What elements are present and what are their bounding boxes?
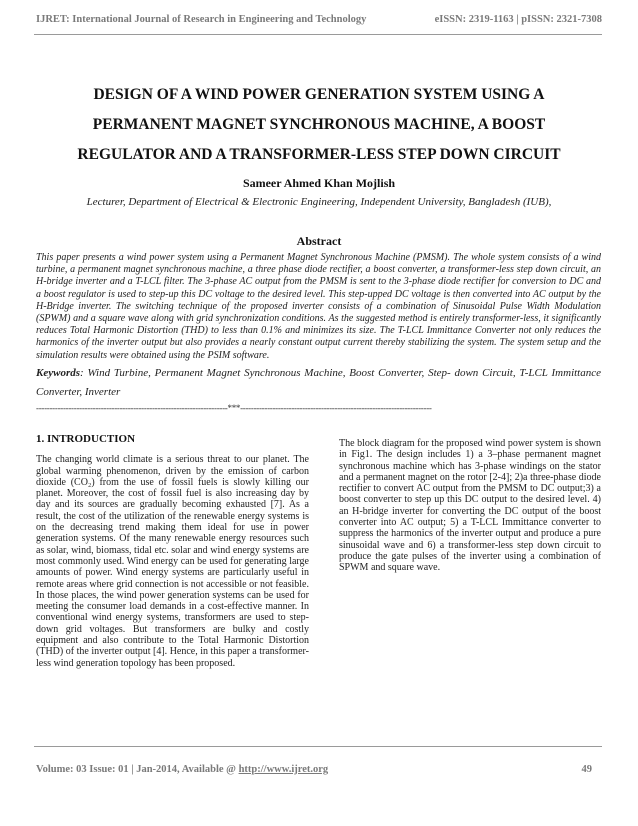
issn-info: eISSN: 2319-1163 | pISSN: 2321-7308: [434, 14, 602, 25]
footer-volume: [36, 764, 328, 775]
footer-divider: [34, 746, 602, 747]
section-heading: 1. INTRODUCTION: [36, 433, 136, 445]
author-name: Sameer Ahmed Khan Mojlish: [242, 176, 396, 190]
keywords: [36, 364, 601, 402]
page-footer: [36, 764, 592, 775]
abstract-heading: Abstract: [296, 234, 342, 248]
right-column: [339, 438, 601, 574]
left-column: [36, 434, 309, 669]
paper-title: [40, 80, 598, 170]
section-separator: -----------------------------------------------------------------------***-----------------------------------------------------------------------: [36, 403, 432, 413]
title-line: REGULATOR AND A TRANSFORMER-LESS STEP DOWN CIRCUIT: [77, 146, 561, 163]
abstract-text: This paper presents a wind power system using a Permanent Magnet Synchronous Machine (PMSM). The whole system consists of a wind turbine, a permanent magnet synchronous machine, a three phase diode rectifier, a boost converter, a transformer-less step down circuit, an H-bridge inverter and a T-LCL filter. The 3-phase AC output from the PMSM is sent to the 3-phase diode rectifier for conversion to DC and a boost regulator is used to step-up this DC voltage to the desired level. This step-upped DC voltage is then converted into AC output by the H-Bridge inverter. The switching technique of the proposed inverter consists of a combination of Sinusoidal Pulse Width Modulation (SPWM) and a square wave along with grid synchronization conditions. As the suggested method is entirely transformer-less, it significantly reduces Total Harmonic Distortion (THD) to less than 0.1% and minimizes its size. The T-LCL Immittance Converter not only reduces the harmonics of the inverter output but also provides a nearly constant output current thereby stabilizing the system. The system setup and the simulation results were obtained using the PSIM software.: [36, 252, 601, 361]
intro-paragraph: The changing world climate is a serious threat to our planet. The global warming phenomenon, driven by the emission of carbon dioxide (CO₂) from the use of fossil fuels is slowly killing our planet. Moreover, the cost of fossil fuel is also increasing day by day and its sources are gradually becoming exhausted [7]. As a result, the cost of the utilization of the renewable energy systems is on the decreasing trend making them ideal for use in power generation systems. Of the many renewable energy resources such as solar, wind, biomass, tidal etc. solar and wind energy systems are most commonly used. Wind energy can be used for generating large amounts of power. Wind energy systems are particularly useful in remote areas where grid connection is not accessible or not feasible. In those places, the wind power generation systems can be used for meeting the consumer load demands in a cost-effective manner. In conventional wind energy systems, transformers are used to step-down grid voltages. But transformers are bulky and costly equipment and also contribute to the Total Harmonic Distortion (THD) of the inverter output [4]. Hence, in this paper a transformer-less wind generation topology has been proposed.: [36, 454, 309, 669]
page-number: 49: [581, 764, 592, 775]
block-diagram-paragraph: The block diagram for the proposed wind power system is shown in Fig1. The design includes 1) a 3–phase permanent magnet synchronous machine which has 3-phase windings on the stator and a permanent magnet on the rotor [2-4]; 2)a three-phase diode rectifier to convert AC output from the PMSM to DC output;3) a boost converter to step up this DC output to the desired level. 4) an H-bridge inverter for converting the DC output of the boost converter into AC output; 5) a T-LCL Immittance converter to suppress the harmonics of the inverter output and produce a pure sinusoidal wave and 6) a transformer-less step down circuit to produce the gate pulses of the inverter using a combination of SPWM and square wave.: [339, 438, 601, 574]
journal-name: IJRET: International Journal of Research in Engineering and Technology: [36, 14, 367, 25]
journal-link[interactable]: http://www.ijret.org: [238, 764, 329, 775]
keywords-label: Keywords: [36, 367, 80, 379]
volume-text: Volume: 03 Issue: 01 | Jan-2014, Available @: [36, 764, 239, 775]
page-header: [36, 14, 602, 25]
title-line: DESIGN OF A WIND POWER GENERATION SYSTEM USING A: [93, 86, 545, 103]
title-line: PERMANENT MAGNET SYNCHRONOUS MACHINE, A BOOST: [92, 116, 546, 133]
author-affiliation: Lecturer, Department of Electrical & Electronic Engineering, Independent University, Bangladesh (IUB),: [86, 196, 552, 208]
keywords-text: : Wind Turbine, Permanent Magnet Synchronous Machine, Boost Converter, Step- down Circuit, T-LCL Immittance Converter, Inverter: [36, 367, 601, 398]
header-divider: [34, 34, 602, 35]
